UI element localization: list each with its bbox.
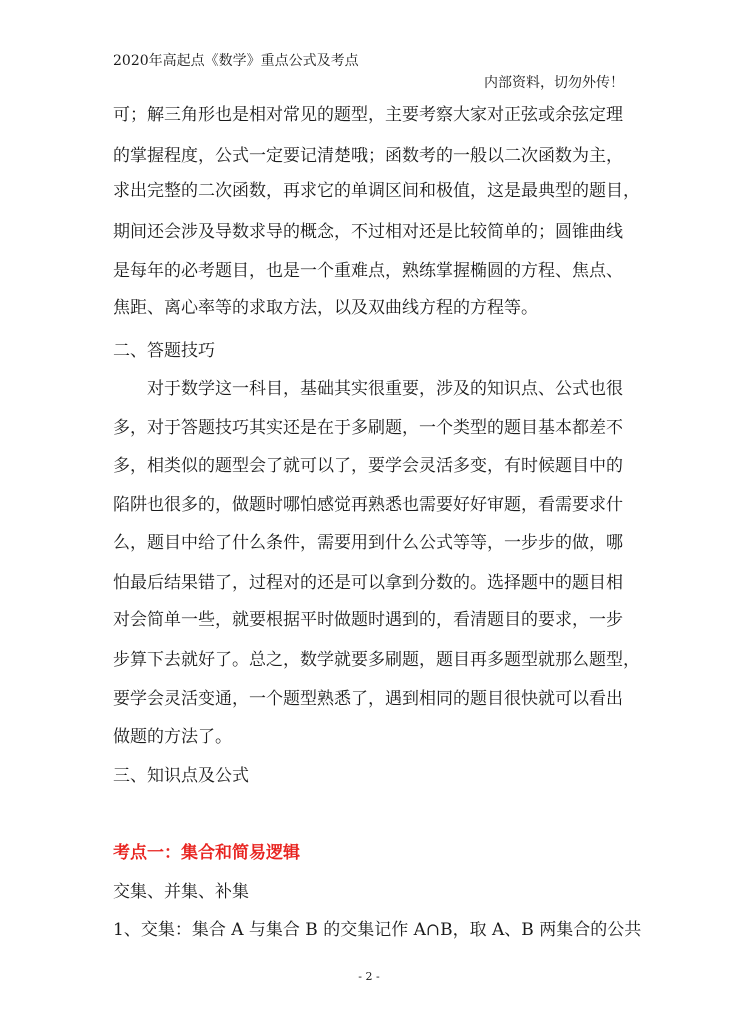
paragraph-line: 要学会灵活变通，一个题型熟悉了，遇到相同的题目很快就可以看出 (113, 689, 623, 709)
paragraph-line: 么，题目中给了什么条件，需要用到什么公式等等，一步步的做，哪 (113, 533, 623, 553)
paragraph-line: 求出完整的二次函数，再求它的单调区间和极值，这是最典型的题目， (113, 181, 640, 201)
paragraph-line: 怕最后结果错了，过程对的还是可以拿到分数的。选择题中的题目相 (113, 573, 623, 593)
paragraph-line: 期间还会涉及导数求导的概念，不过相对还是比较简单的；圆锥曲线 (113, 222, 623, 242)
paragraph-line: 的掌握程度，公式一定要记清楚哦；函数考的一般以二次函数为主， (113, 146, 623, 166)
paragraph-line: 做题的方法了。 (113, 727, 232, 747)
paragraph-line: 可；解三角形也是相对常见的题型，主要考察大家对正弦或余弦定理 (113, 105, 623, 125)
paragraph-line: 多，对于答题技巧其实还是在于多刷题，一个类型的题目基本都差不 (113, 418, 623, 438)
kaodian-one-heading: 考点一：集合和简易逻辑 (113, 843, 300, 863)
section-heading-knowledge-points: 三、知识点及公式 (113, 766, 249, 786)
paragraph-line: 1、交集：集合 A 与集合 B 的交集记作 A∩B，取 A、B 两集合的公共 (113, 920, 642, 940)
section-heading-answer-tips: 二、答题技巧 (113, 341, 215, 361)
document-header-title: 2020年高起点《数学》重点公式及考点 (113, 53, 359, 69)
paragraph-line: 陷阱也很多的，做题时哪怕感觉再熟悉也需要好好审题，看需要求什 (113, 495, 623, 515)
paragraph-line: 多，相类似的题型会了就可以了，要学会灵活多变，有时候题目中的 (113, 456, 623, 476)
paragraph-line: 步算下去就好了。总之，数学就要多刷题，题目再多题型就那么题型， (113, 650, 640, 670)
page-number: - 2 - (358, 970, 380, 983)
paragraph-line: 对于数学这一科目，基础其实很重要，涉及的知识点、公式也很 (147, 379, 623, 399)
confidential-notice: 内部资料，切勿外传！ (484, 75, 624, 91)
paragraph-line: 焦距、离心率等的求取方法，以及双曲线方程的方程等。 (113, 298, 538, 318)
subheading-set-operations: 交集、并集、补集 (113, 882, 249, 902)
paragraph-line: 是每年的必考题目，也是一个重难点，熟练掌握椭圆的方程、焦点、 (113, 261, 623, 281)
paragraph-line: 对会简单一些，就要根据平时做题时遇到的，看清题目的要求，一步 (113, 610, 623, 630)
